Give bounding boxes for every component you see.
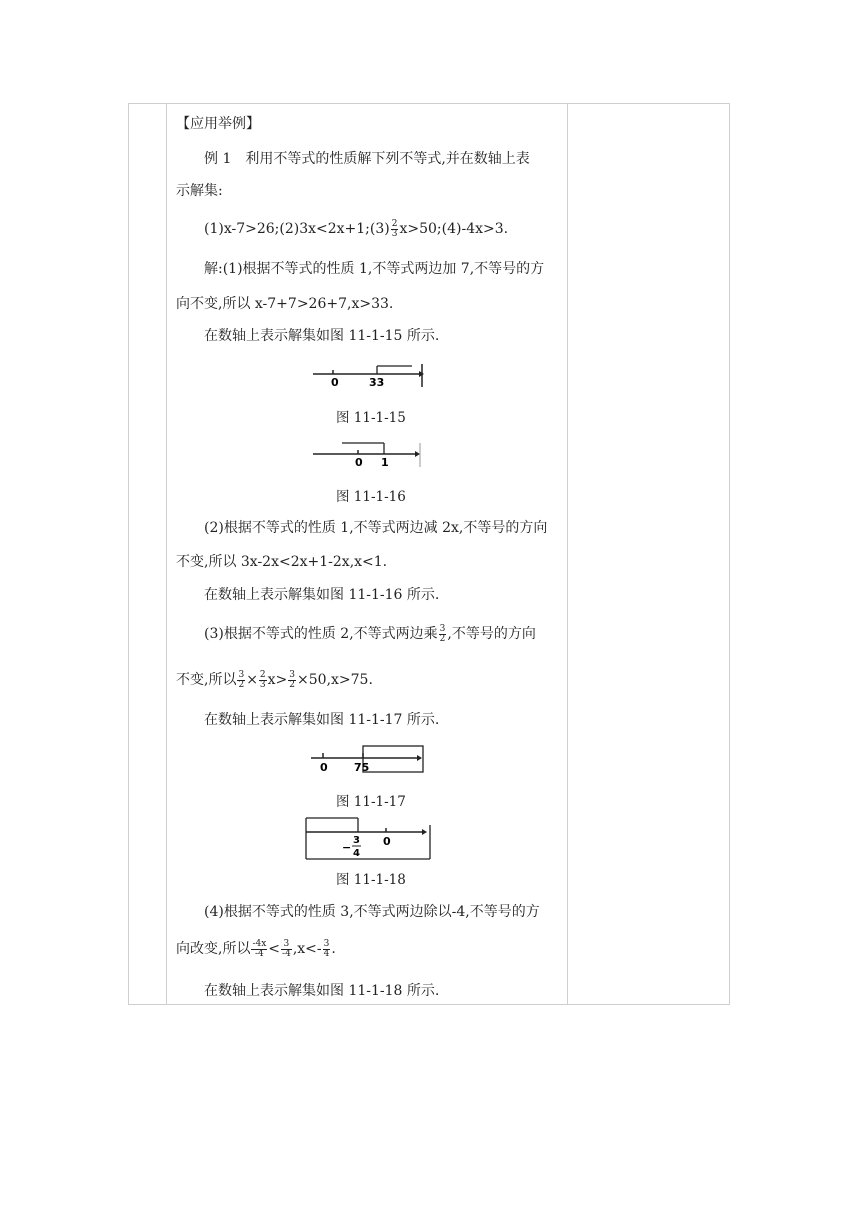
label-75: 75 bbox=[354, 761, 370, 774]
axis-arrow bbox=[415, 451, 420, 457]
solution-4-line-3: 在数轴上表示解集如图 11-1-18 所示. bbox=[204, 983, 440, 999]
example-line-1: 例 1 利用不等式的性质解下列不等式,并在数轴上表 bbox=[204, 151, 530, 167]
label-0: 0 bbox=[383, 835, 391, 848]
label-numerator: 3 bbox=[353, 835, 360, 846]
solution-4-line-1: (4)根据不等式的性质 3,不等式两边除以-4,不等号的方 bbox=[204, 904, 540, 920]
frame-box bbox=[363, 746, 423, 772]
solution-1-line-2: 向不变,所以 x-7+7>26+7,x>33. bbox=[176, 296, 394, 312]
label-0: 0 bbox=[355, 456, 363, 469]
axis-arrow bbox=[422, 829, 427, 835]
right-column-divider bbox=[567, 104, 568, 1004]
solution-3-line-1: (3)根据不等式的性质 2,不等式两边乘 $\frac{3}{2}$ ,不等号的方向 bbox=[204, 623, 536, 644]
solution-3-line-3: 在数轴上表示解集如图 11-1-17 所示. bbox=[204, 712, 440, 728]
solution-1-line-3: 在数轴上表示解集如图 11-1-15 所示. bbox=[204, 328, 440, 344]
fraction: $\frac{2}{3}$ bbox=[391, 218, 398, 239]
label-0: 0 bbox=[331, 376, 339, 389]
minus-sign: − bbox=[342, 841, 352, 854]
label-1: 1 bbox=[381, 456, 389, 469]
section-heading: 【应用举例】 bbox=[176, 116, 260, 132]
solution-2-line-2: 不变,所以 3x-2x<2x+1-2x,x<1. bbox=[176, 554, 388, 570]
solution-2-line-1: (2)根据不等式的性质 1,不等式两边减 2x,不等号的方向 bbox=[204, 520, 548, 536]
caption-fig-18: 图 11-1-18 bbox=[336, 872, 406, 888]
lesson-table bbox=[128, 103, 730, 1005]
example-line-2: 示解集: bbox=[176, 183, 223, 199]
left-column bbox=[129, 104, 167, 1004]
caption-fig-15: 图 11-1-15 bbox=[336, 410, 406, 426]
number-line-fig-18 bbox=[304, 815, 434, 861]
number-line-fig-16 bbox=[311, 440, 426, 470]
caption-fig-16: 图 11-1-16 bbox=[336, 489, 406, 505]
caption-fig-17: 图 11-1-17 bbox=[336, 794, 406, 810]
solution-1-line-1: 解:(1)根据不等式的性质 1,不等式两边加 7,不等号的方 bbox=[204, 261, 545, 277]
number-line-fig-17 bbox=[309, 743, 427, 775]
solution-2-line-3: 在数轴上表示解集如图 11-1-16 所示. bbox=[204, 587, 440, 603]
number-line-fig-15 bbox=[311, 360, 426, 390]
label-33: 33 bbox=[369, 376, 385, 389]
axis-arrow bbox=[417, 755, 422, 761]
solution-3-line-2: 不变,所以 $\frac{3}{2}$ × $\frac{2}{3}$ x> $\frac{3}{2}$ ×50,x>75. bbox=[176, 669, 373, 690]
label-denominator: 4 bbox=[353, 848, 360, 859]
label-0: 0 bbox=[320, 761, 328, 774]
problem-text-a: (1)x-7>26;(2)3x<2x+1;(3) bbox=[204, 221, 390, 237]
problem-list bbox=[204, 219, 508, 239]
problem-text-b: x>50;(4)-4x>3. bbox=[399, 221, 509, 237]
solution-4-line-2: 向改变,所以 $\frac{-4x}{-4}$ < $\frac{3}{-4}$ ,x<- $\frac{3}{4}$ . bbox=[176, 938, 336, 959]
